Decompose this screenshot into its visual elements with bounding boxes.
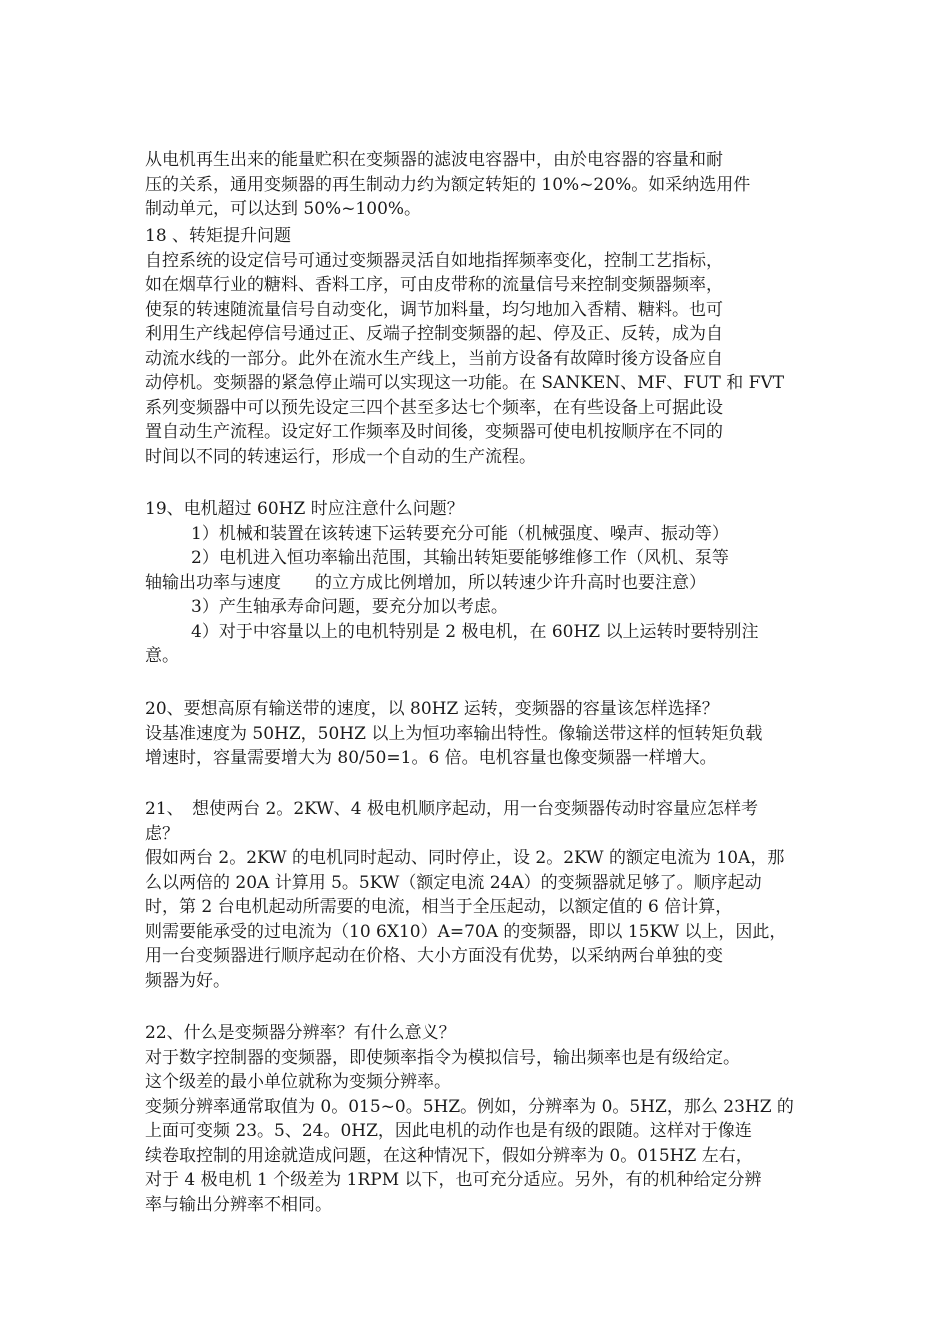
text-line: 使泵的转速随流量信号自动变化，调节加料量，均匀地加入香精、糖料。也可: [145, 299, 723, 320]
section-22: [145, 1021, 815, 1217]
text-line: 变频分辨率通常取值为 0。015~0。5HZ。例如，分辨率为 0。5HZ，那么 23HZ 的: [145, 1096, 794, 1117]
section-21: [145, 797, 815, 993]
text-line: 假如两台 2。2KW 的电机同时起动、同时停止，设 2。2KW 的额定电流为 10A，那: [145, 848, 785, 868]
list-item: 2）电机进入恒功率输出范围，其输出转矩要能够维修工作（风机、泵等: [191, 548, 729, 568]
section-18: [145, 224, 815, 469]
text-line: 增速时，容量需要增大为 80/50=1。6 倍。电机容量也像变频器一样增大。: [145, 748, 717, 768]
list-item-continuation: 轴输出功率与速度 的立方成比例增加，所以转速少许升高时也要注意）: [145, 572, 706, 593]
intro-paragraph: [145, 148, 815, 222]
text-line: 则需要能承受的过电流为（10 6X10）A=70A 的变频器，即以 15KW 以上，因此，: [145, 921, 787, 942]
text-line: 自控系统的设定信号可通过变频器灵活自如地指挥频率变化，控制工艺指标，: [145, 250, 723, 271]
text-line: 对于 4 极电机 1 个级差为 1RPM 以下，也可充分适应。另外，有的机种给定分辨: [145, 1170, 762, 1190]
section-heading: 18 、转矩提升问题: [145, 226, 292, 246]
section-heading-continuation: 虑？: [145, 823, 179, 844]
text-line: 动流水线的一部分。此外在流水生产线上，当前方设备有故障时後方设备应自: [145, 348, 723, 369]
text-line: 置自动生产流程。设定好工作频率及时间後，变频器可使电机按顺序在不同的: [145, 422, 723, 442]
text-line: 从电机再生出来的能量贮积在变频器的滤波电容器中，由於电容器的容量和耐: [145, 150, 723, 170]
section-heading: 20、要想高原有输送带的速度，以 80HZ 运转，变频器的容量该怎样选择？: [145, 699, 719, 719]
section-heading: 21、 想使两台 2。2KW、4 极电机顺序起动，用一台变频器传动时容量应怎样考: [145, 799, 758, 819]
section-heading: 19、电机超过 60HZ 时应注意什么问题？: [145, 499, 464, 519]
list-item: 3）产生轴承寿命问题，要充分加以考虑。: [191, 597, 508, 617]
list-item: 4）对于中容量以上的电机特别是 2 极电机，在 60HZ 以上运转时要特别注: [191, 621, 759, 642]
section-20: [145, 697, 815, 771]
text-line: 上面可变频 23。5、24。0HZ，因此电机的动作也是有级的跟随。这样对于像连: [145, 1121, 752, 1141]
text-line: 压的关系，通用变频器的再生制动力约为额定转矩的 10%~20%。如采纳选用件: [145, 174, 751, 195]
section-19: [145, 497, 815, 669]
text-line: 时间以不同的转速运行，形成一个自动的生产流程。: [145, 446, 536, 467]
text-line: 么以两倍的 20A 计算用 5。5KW（额定电流 24A）的变频器就足够了。顺序起动: [145, 872, 762, 893]
text-line: 时，第 2 台电机起动所需要的电流，相当于全压起动，以额定值的 6 倍计算，: [145, 897, 733, 917]
text-line: 对于数字控制器的变频器，即使频率指令为模拟信号，输出频率也是有级给定。: [145, 1047, 740, 1068]
text-line: 动停机。变频器的紧急停止端可以实现这一功能。在 SANKEN、MF、FUT 和 FVT: [145, 373, 785, 393]
text-line: 系列变频器中可以预先设定三四个甚至多达七个频率，在有些设备上可据此设: [145, 397, 723, 418]
text-line: 率与输出分辨率不相同。: [145, 1194, 332, 1215]
text-line: 续卷取控制的用途就造成问题，在这种情况下，假如分辨率为 0。015HZ 左右，: [145, 1145, 753, 1166]
text-line: 制动单元，可以达到 50%~100%。: [145, 199, 422, 219]
list-item: 1）机械和装置在该转速下运转要充分可能（机械强度、噪声、振动等）: [191, 523, 729, 544]
text-line: 如在烟草行业的糖料、香料工序，可由皮带称的流量信号来控制变频器频率，: [145, 275, 723, 295]
list-item-continuation: 意。: [145, 646, 179, 666]
text-line: 设基准速度为 50HZ，50HZ 以上为恒功率输出特性。像输送带这样的恒转矩负载: [145, 723, 763, 744]
section-heading: 22、什么是变频器分辨率？有什么意义？: [145, 1023, 456, 1043]
text-line: 利用生产线起停信号通过正、反端子控制变频器的起、停及正、反转，成为自: [145, 324, 723, 344]
text-line: 这个级差的最小单位就称为变频分辨率。: [145, 1072, 451, 1092]
text-line: 用一台变频器进行顺序起动在价格、大小方面没有优势，以采纳两台单独的变: [145, 946, 723, 966]
text-line: 频器为好。: [145, 970, 230, 991]
